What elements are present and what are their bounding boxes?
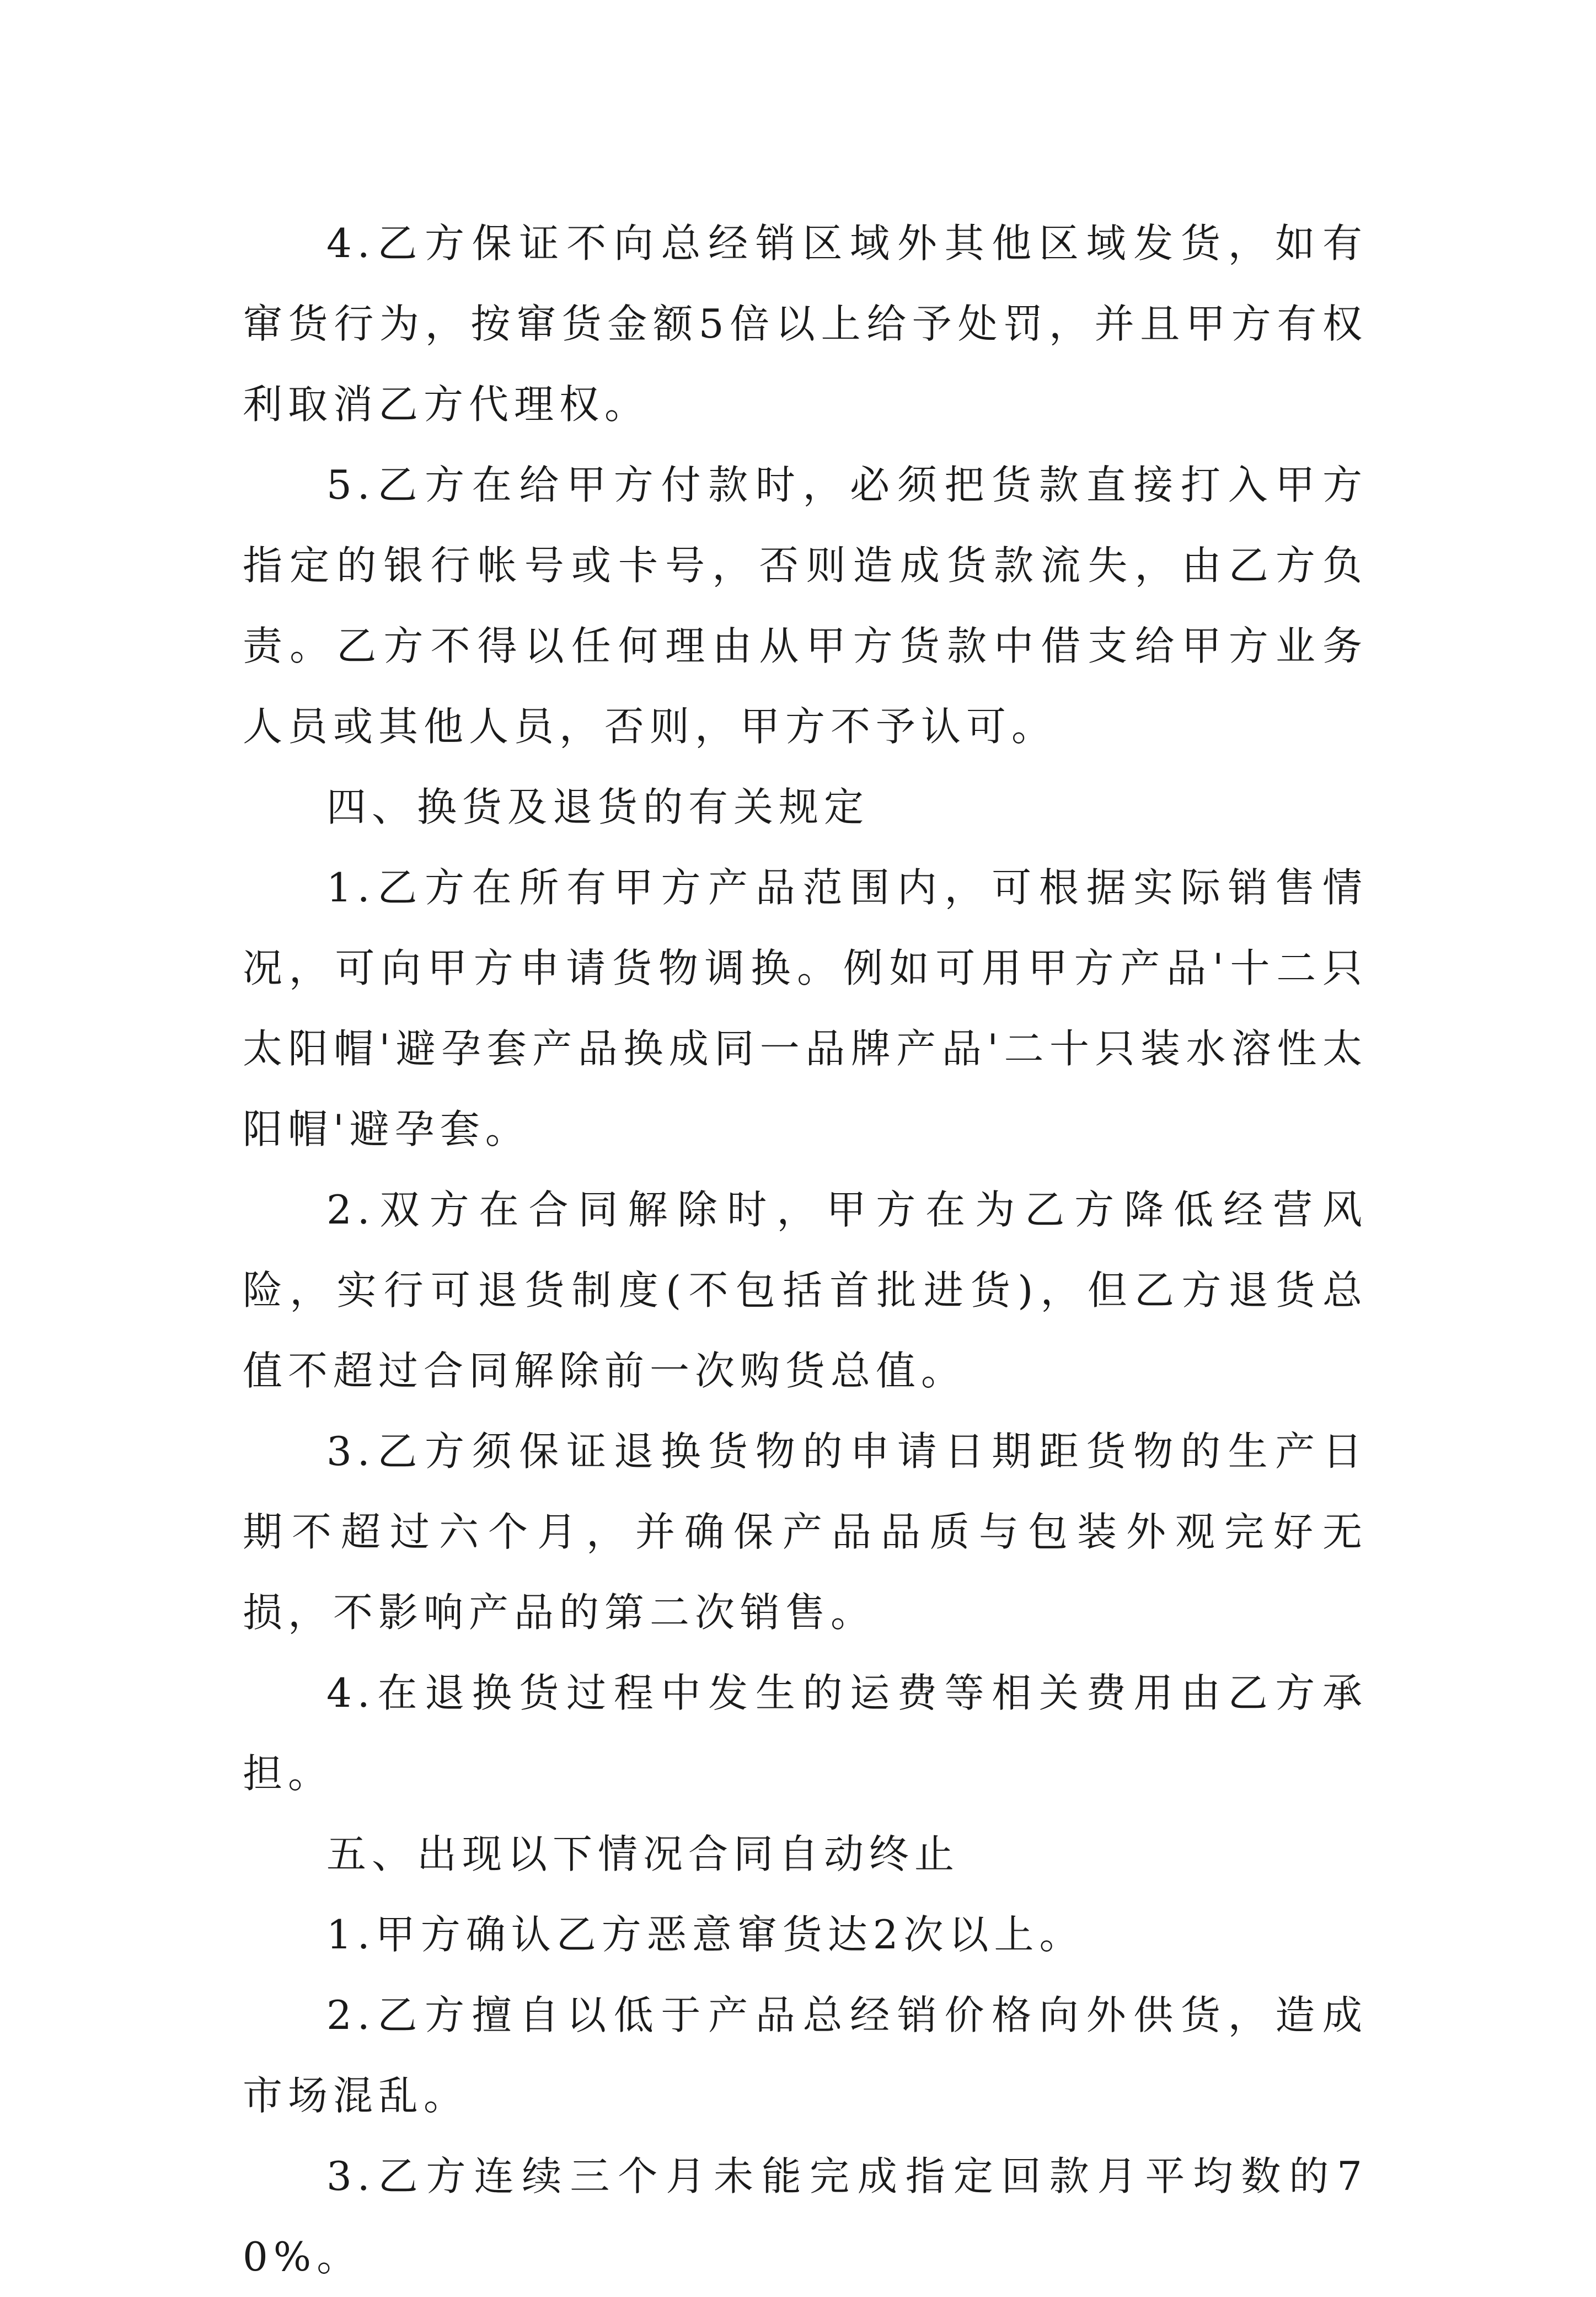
document-body	[243, 203, 1368, 2297]
section-heading: 四、换货及退货的有关规定	[326, 784, 870, 830]
clause-paragraph: 3.乙方须保证退换货物的申请日期距货物的生产日期不超过六个月，并确保产品品质与包装外观完好无损，不影响产品的第二次销售。	[243, 1428, 1368, 1636]
clause-paragraph: 4.乙方保证不向总经销区域外其他区域发货，如有窜货行为，按窜货金额5倍以上给予处罚，并且甲方有权利取消乙方代理权。	[243, 220, 1368, 428]
clause-paragraph: 5.乙方在给甲方付款时，必须把货款直接打入甲方指定的银行帐号或卡号，否则造成货款流失，由乙方负责。乙方不得以任何理由从甲方货款中借支给甲方业务人员或其他人员，否则，甲方不予认可。	[243, 462, 1368, 750]
clause-paragraph: 4.在退换货过程中发生的运费等相关费用由乙方承担。	[243, 1670, 1368, 1797]
clause-paragraph: 2.乙方擅自以低于产品总经销价格向外供货，造成市场混乱。	[243, 1992, 1368, 2119]
clause-paragraph: 1.乙方在所有甲方产品范围内，可根据实际销售情况，可向甲方申请货物调换。例如可用甲方产品'十二只太阳帽'避孕套产品换成同一品牌产品'二十只装水溶性太阳帽'避孕套。	[243, 864, 1368, 1152]
clause-paragraph: 1.甲方确认乙方恶意窜货达2次以上。	[326, 1911, 1085, 1958]
clause-paragraph: 3.乙方连续三个月未能完成指定回款月平均数的70%。	[243, 2153, 1368, 2280]
section-heading: 五、出现以下情况合同自动终止	[326, 1831, 960, 1877]
clause-paragraph: 2.双方在合同解除时，甲方在为乙方降低经营风险，实行可退货制度(不包括首批进货)，但乙方退货总值不超过合同解除前一次购货总值。	[243, 1187, 1368, 1394]
